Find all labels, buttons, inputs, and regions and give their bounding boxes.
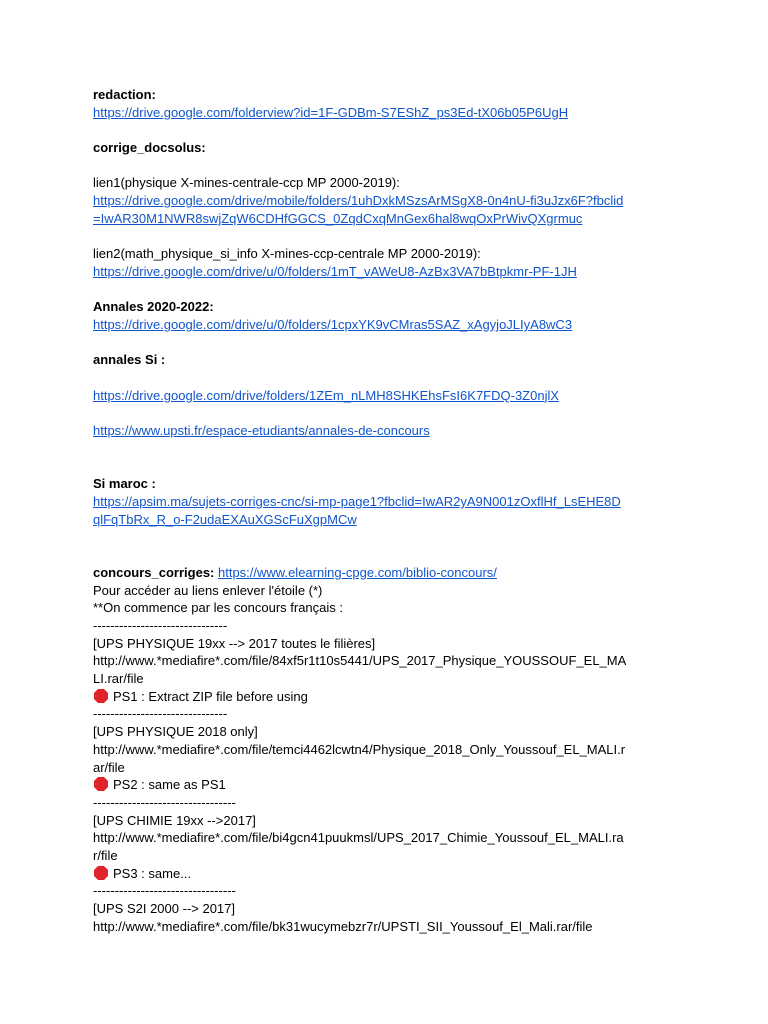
ups-physique-title: [UPS PHYSIQUE 19xx --> 2017 toutes le filières]: [93, 635, 376, 651]
annales2020-heading: Annales 2020-2022:: [93, 299, 214, 315]
ups-physique-url-line1: http://www.*mediafire*.com/file/84xf5r1t10s5441/UPS_2017_Physique_YOUSSOUF_EL_MA: [93, 653, 627, 669]
corrige-heading: corrige_docsolus:: [93, 140, 206, 156]
ups-s2i-title: [UPS S2I 2000 --> 2017]: [93, 901, 236, 917]
ups-s2i-url: http://www.*mediafire*.com/file/bk31wucymebzr7r/UPSTI_SII_Youssouf_El_Mali.rar/file: [93, 918, 593, 934]
redaction-link[interactable]: https://drive.google.com/folderview?id=1F-GDBm-S7EShZ_ps3Ed-tX06b05P6UgH: [93, 104, 569, 120]
ups-physique-2018-title: [UPS PHYSIQUE 2018 only]: [93, 724, 258, 740]
ps3-note: PS3 : same...: [113, 865, 192, 881]
ups-chimie-title: [UPS CHIMIE 19xx -->2017]: [93, 812, 256, 828]
ups-chimie-url-line1: http://www.*mediafire*.com/file/bi4gcn41puukmsl/UPS_2017_Chimie_Youssouf_EL_MALI.ra: [93, 830, 624, 846]
ups-physique-2018-url-line2: ar/file: [93, 759, 125, 775]
annales2020-link[interactable]: https://drive.google.com/drive/u/0/folders/1cpxYK9vCMras5SAZ_xAgyjoJLIyA8wC3: [93, 317, 573, 333]
lien2-label: lien2(math_physique_si_info X-mines-ccp-centrale MP 2000-2019):: [93, 246, 481, 262]
concours-link[interactable]: https://www.elearning-cpge.com/biblio-concours/: [218, 564, 497, 580]
separator: ---------------------------------: [93, 794, 236, 810]
concours-heading: concours_corriges:: [93, 564, 215, 580]
stop-sign-icon: [93, 865, 109, 881]
ups-physique-2018-url-line1: http://www.*mediafire*.com/file/temci4462lcwtn4/Physique_2018_Only_Youssouf_EL_MALI.r: [93, 741, 626, 757]
si-maroc-heading: Si maroc :: [93, 476, 156, 492]
si-maroc-link-line2[interactable]: qlFqTbRx_R_o-F2udaEXAuXGScFuXgpMCw: [93, 511, 357, 527]
lien2-link[interactable]: https://drive.google.com/drive/u/0/folders/1mT_vAWeU8-AzBx3VA7bBtpkmr-PF-1JH: [93, 263, 577, 279]
separator: -------------------------------: [93, 706, 228, 722]
redaction-heading: redaction:: [93, 87, 156, 102]
lien1-link-line2[interactable]: =IwAR30M1NWR8swjZqW6CDHfGGCS_0ZqdCxqMnGex6hal8wqOxPrWivQXgrmuc: [93, 210, 583, 226]
separator: ---------------------------------: [93, 883, 236, 899]
lien1-label: lien1(physique X-mines-centrale-ccp MP 2000-2019):: [93, 175, 400, 191]
ps2-note: PS2 : same as PS1: [113, 777, 226, 793]
annales-si-link2[interactable]: https://www.upsti.fr/espace-etudiants/annales-de-concours: [93, 423, 430, 439]
si-maroc-link-line1[interactable]: https://apsim.ma/sujets-corriges-cnc/si-mp-page1?fbclid=IwAR2yA9N001zOxflHf_LsEHE8D: [93, 494, 621, 510]
annales-si-link1[interactable]: https://drive.google.com/drive/folders/1ZEm_nLMH8SHKEhsFsI6K7FDQ-3Z0njlX: [93, 387, 560, 403]
stop-sign-icon: [93, 776, 109, 792]
ups-physique-url-line2: LI.rar/file: [93, 671, 144, 687]
lien1-link-line1[interactable]: https://drive.google.com/drive/mobile/folders/1uhDxkMSzsArMSgX8-0n4nU-fi3uJzx6F?fbclid: [93, 193, 624, 209]
annales-si-heading: annales Si :: [93, 352, 166, 368]
separator: -------------------------------: [93, 617, 228, 633]
document-page: [93, 86, 683, 936]
ps1-note: PS1 : Extract ZIP file before using: [113, 688, 308, 704]
note-etoile: Pour accéder au liens enlever l'étoile (*): [93, 582, 323, 598]
ups-chimie-url-line2: r/file: [93, 848, 118, 864]
note-concours-francais: **On commence par les concours français :: [93, 600, 343, 616]
stop-sign-icon: [93, 688, 109, 704]
